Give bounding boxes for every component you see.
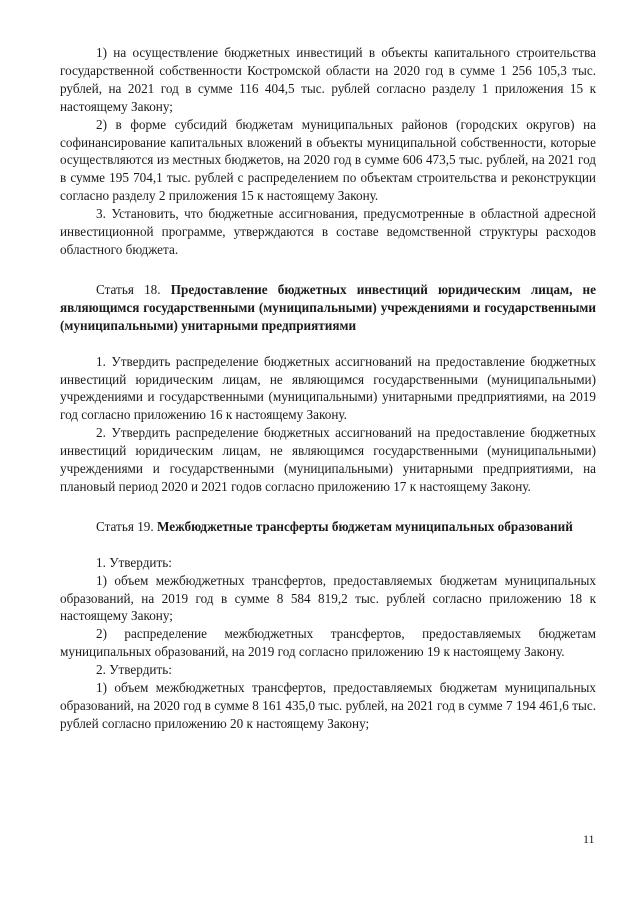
document-body [60, 44, 596, 733]
article-18-paragraph-1: 1. Утвердить распределение бюджетных ассигнований на предоставление бюджетных инвестиций юридическим лицам, не являющимся государственными (муниципальными) учреждениями и государственными (муниципальными) унитарными предприятиями, на 2019 год согласно приложению 16 к настоящему Закону. [60, 353, 596, 423]
paragraph-top-1: 1) на осуществление бюджетных инвестиций в объекты капитального строительства государственной собственности Костромской области на 2020 год в сумме 1 256 105,3 тыс. рублей, на 2021 год в сумме 116 404,5 тыс. рублей согласно разделу 1 приложения 15 к настоящему Закону; [60, 45, 596, 114]
article-19-heading [60, 518, 596, 536]
article-19-paragraph-1: 1. Утвердить: [96, 554, 172, 570]
article-19-paragraph-5: 1) объем межбюджетных трансфертов, предоставляемых бюджетам муниципальных образований, на 2020 год в сумме 8 161 435,0 тыс. рублей, на 2021 год в сумме 7 194 461,6 тыс. рублей согласно приложению 20 к настоящему Закону; [60, 680, 596, 731]
article-19-prefix: Статья 19. [96, 518, 157, 534]
article-18-paragraph-2: 2. Утвердить распределение бюджетных ассигнований на предоставление бюджетных инвестиций юридическим лицам, не являющимся государственными (муниципальными) учреждениями и государственными (муниципальными) унитарными предприятиями, на плановый период 2020 и 2021 годов согласно приложению 17 к настоящему Закону. [60, 425, 596, 494]
article-18-prefix: Статья 18. [96, 281, 171, 297]
article-18-title: Предоставление бюджетных инвестиций юридическим лицам, не являющимся государственными (муниципальными) учреждениями и государственными (муниципальными) унитарными предприятиями [60, 281, 596, 333]
article-19-paragraph-4: 2. Утвердить: [96, 662, 172, 678]
article-18-heading [60, 281, 596, 335]
article-19-paragraph-2: 1) объем межбюджетных трансфертов, предоставляемых бюджетам муниципальных образований, на 2019 год в сумме 8 584 819,2 тыс. рублей согласно приложению 18 к настоящему Закону; [60, 572, 596, 624]
page-number: 11 [583, 832, 595, 846]
article-19-paragraph-3: 2) распределение межбюджетных трансфертов, предоставляемых бюджетам муниципальных образований, на 2019 год согласно приложению 19 к настоящему Закону. [60, 626, 596, 660]
paragraph-top-2: 2) в форме субсидий бюджетам муниципальных районов (городских округов) на софинансирование капитальных вложений в объекты муниципальной собственности, которые осуществляются из местных бюджетов, на 2020 год в сумме 606 473,5 тыс. рублей, на 2021 год в сумме 195 704,1 тыс. рублей с распределением по объектам строительства и реконструкции согласно разделу 2 приложения 15 к настоящему Закону. [60, 116, 596, 204]
article-19-title: Межбюджетные трансферты бюджетам муниципальных образований [156, 518, 573, 534]
paragraph-top-3: 3. Установить, что бюджетные ассигнования, предусмотренные в областной адресной инвестиционной программе, утверждаются в составе ведомственной структуры расходов областного бюджета. [60, 206, 596, 257]
